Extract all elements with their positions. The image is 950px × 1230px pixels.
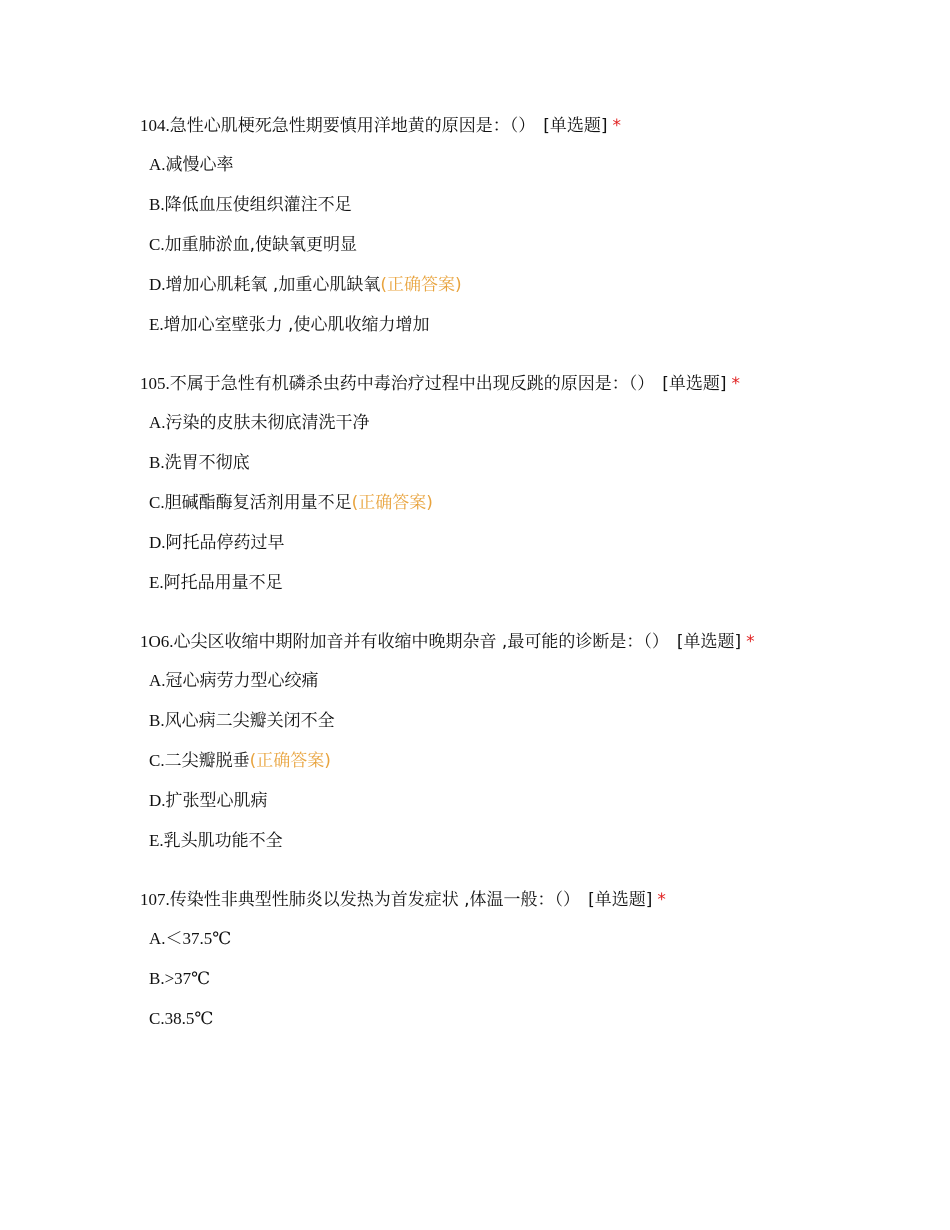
option-letter: A. [149, 671, 166, 690]
option-text: 阿托品用量不足 [163, 573, 283, 593]
option-d [149, 273, 950, 297]
question-type: [单选题] [588, 890, 653, 910]
option-e [149, 571, 950, 595]
option-text: 洗胃不彻底 [164, 453, 250, 473]
option-b [149, 451, 950, 475]
question-text: 急性心肌梗死急性期要慎用洋地黄的原因是：（） [169, 116, 536, 136]
option-text: 减慢心率 [165, 155, 234, 175]
option-text: 加重肺淤血,使缺氧更明显 [164, 235, 357, 255]
option-letter: C. [149, 751, 165, 770]
option-text: 风心病二尖瓣关闭不全 [164, 711, 335, 731]
question-number: 104. [140, 116, 170, 135]
option-c [149, 749, 950, 773]
question-106 [140, 629, 950, 853]
option-text: 乳头肌功能不全 [163, 831, 283, 851]
question-type: [单选题] [676, 632, 742, 652]
option-letter: E. [149, 831, 164, 850]
option-text: >37℃ [164, 969, 211, 988]
question-text: 不属于急性有机磷杀虫药中毒治疗过程中出现反跳的原因是：（） [169, 374, 655, 394]
option-letter: C. [149, 235, 165, 254]
option-letter: A. [149, 155, 166, 174]
option-letter: A. [149, 929, 166, 948]
required-mark: * [746, 632, 755, 652]
option-letter: A. [149, 413, 166, 432]
option-letter: B. [149, 453, 165, 472]
question-title [140, 887, 950, 913]
option-letter: D. [149, 791, 166, 810]
question-type: [单选题] [543, 116, 608, 136]
question-text: 心尖区收缩中期附加音并有收缩中晚期杂音 ,最可能的诊断是：（） [173, 632, 669, 652]
question-title [140, 113, 950, 139]
option-c [149, 491, 950, 515]
question-number: 105. [140, 374, 170, 393]
option-text: 增加心室壁张力 ,使心肌收缩力增加 [163, 315, 430, 335]
option-text: 38.5℃ [164, 1009, 214, 1028]
option-b [149, 967, 950, 991]
question-text: 传染性非典型性肺炎以发热为首发症状 ,体温一般：（） [169, 890, 581, 910]
required-mark: * [612, 116, 622, 136]
question-type: [单选题] [662, 374, 727, 394]
question-title [140, 371, 950, 397]
option-text: 胆碱酯酶复活剂用量不足 [164, 493, 352, 513]
option-letter: C. [149, 1009, 165, 1028]
option-letter: C. [149, 493, 165, 512]
option-letter: D. [149, 275, 166, 294]
question-107 [140, 887, 950, 1031]
option-e [149, 313, 950, 337]
option-c [149, 233, 950, 257]
option-b [149, 709, 950, 733]
option-letter: B. [149, 969, 165, 988]
option-d [149, 789, 950, 813]
correct-answer-label: (正确答案) [249, 751, 331, 771]
question-number: 1O6. [140, 632, 174, 651]
question-104 [140, 113, 950, 337]
option-c [149, 1007, 950, 1031]
option-a [149, 153, 950, 177]
option-b [149, 193, 950, 217]
option-text: ＜37.5℃ [165, 929, 232, 948]
option-text: 二尖瓣脱垂 [164, 751, 250, 771]
question-title [140, 629, 950, 655]
required-mark: * [731, 374, 741, 394]
option-letter: E. [149, 573, 164, 592]
option-text: 增加心肌耗氧 ,加重心肌缺氧 [165, 275, 381, 295]
option-a [149, 669, 950, 693]
option-letter: E. [149, 315, 164, 334]
question-105 [140, 371, 950, 595]
option-text: 降低血压使组织灌注不足 [164, 195, 352, 215]
option-a [149, 411, 950, 435]
option-text: 冠心病劳力型心绞痛 [165, 671, 319, 691]
correct-answer-label: (正确答案) [380, 275, 462, 295]
option-letter: D. [149, 533, 166, 552]
question-number: 107. [140, 890, 170, 909]
option-d [149, 531, 950, 555]
option-letter: B. [149, 195, 165, 214]
option-e [149, 829, 950, 853]
required-mark: * [657, 890, 666, 910]
option-text: 污染的皮肤未彻底清洗干净 [165, 413, 370, 433]
option-a [149, 927, 950, 951]
option-text: 阿托品停药过早 [165, 533, 285, 553]
option-letter: B. [149, 711, 165, 730]
correct-answer-label: (正确答案) [351, 493, 433, 513]
option-text: 扩张型心肌病 [165, 791, 268, 811]
